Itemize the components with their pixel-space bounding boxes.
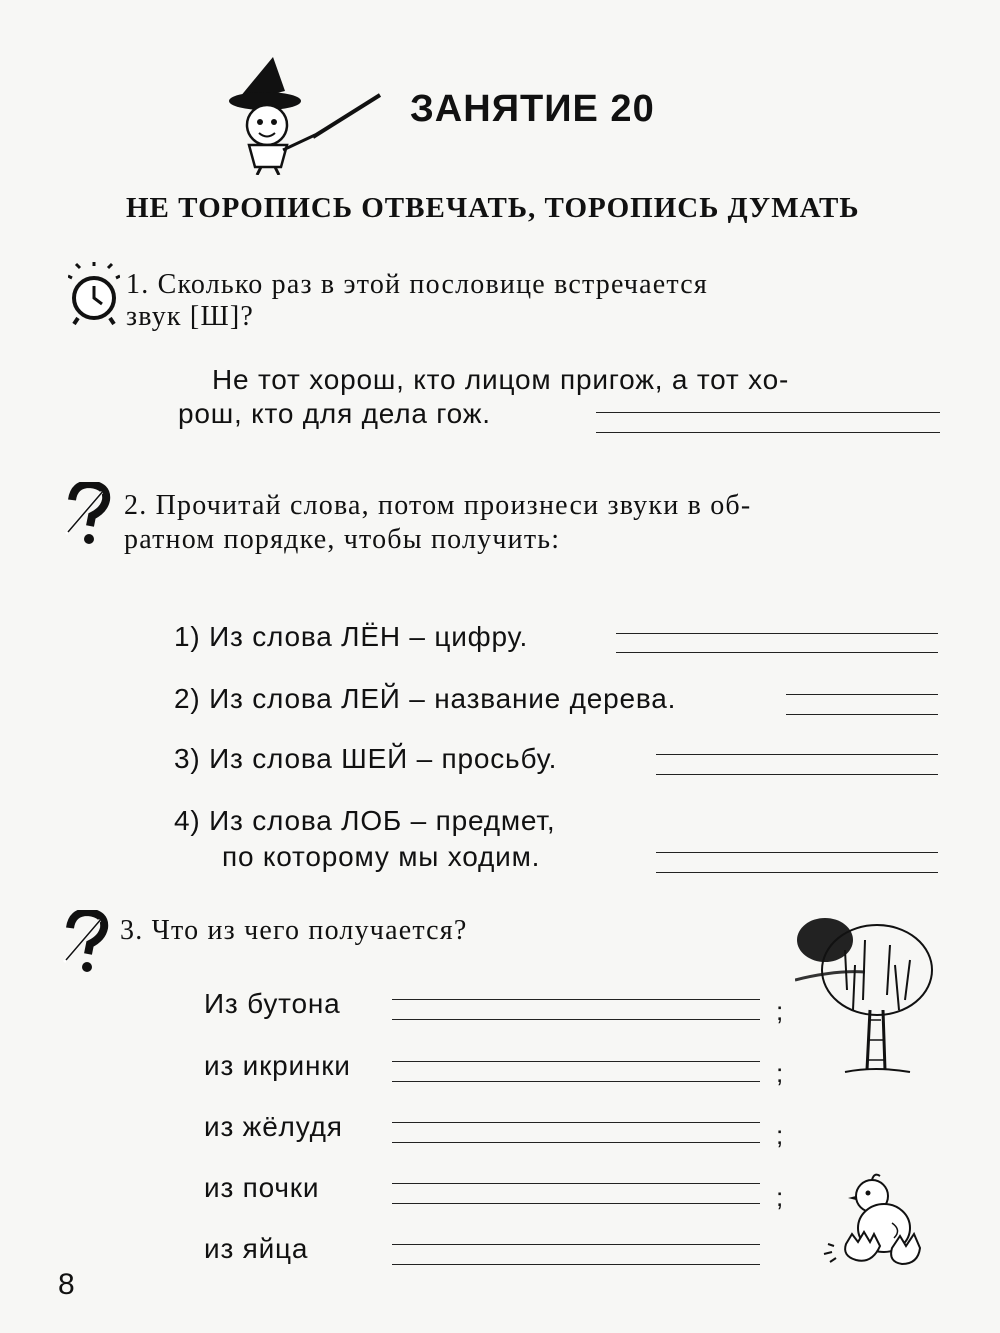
- task2-item-1: 1) Из слова ЛЁН – цифру.: [174, 621, 529, 652]
- separator: ;: [776, 1120, 784, 1150]
- task2-item-3: 3) Из слова ШЕЙ – просьбу.: [174, 743, 558, 774]
- task2-item-4-line2: по которому мы ходим.: [222, 841, 541, 872]
- answer-line: [656, 852, 938, 853]
- task1-answer-line-2: [596, 432, 940, 433]
- answer-line: [786, 714, 938, 715]
- task3-item-5: из яйца: [204, 1233, 309, 1264]
- answer-line: [392, 999, 760, 1000]
- tree-illustration: [795, 910, 945, 1080]
- task1-question-line2: звук [Ш]?: [126, 301, 255, 332]
- answer-line: [656, 872, 938, 873]
- hatching-chick-illustration: [822, 1168, 942, 1268]
- page-number: 8: [58, 1268, 75, 1301]
- task2-question-line2: ратном порядке, чтобы получить:: [124, 524, 561, 555]
- task1-number: 1.: [126, 269, 150, 300]
- question-pencil-icon: [60, 910, 112, 974]
- answer-line: [786, 694, 938, 695]
- task2-number: 2.: [124, 490, 148, 521]
- answer-line: [656, 754, 938, 755]
- separator: ;: [776, 1058, 784, 1088]
- answer-line: [392, 1142, 760, 1143]
- answer-line: [392, 1264, 760, 1265]
- task2-item-2: 2) Из слова ЛЕЙ – название дерева.: [174, 683, 677, 714]
- question-pencil-icon: [62, 482, 114, 546]
- lesson-title: ЗАНЯТИЕ 20: [410, 88, 655, 130]
- task2-question-line1: Прочитай слова, потом произнеси звуки в об-: [155, 490, 752, 521]
- task1-proverb-line2: рош, кто для дела гож.: [178, 398, 491, 429]
- lesson-subtitle: НЕ ТОРОПИСЬ ОТВЕЧАТЬ, ТОРОПИСЬ ДУМАТЬ: [126, 192, 860, 224]
- task3-item-1: Из бутона: [204, 988, 341, 1019]
- answer-line: [392, 1061, 760, 1062]
- wizard-pointer-icon: [225, 55, 385, 175]
- separator: ;: [776, 996, 784, 1026]
- answer-line: [616, 633, 938, 634]
- answer-line: [392, 1122, 760, 1123]
- answer-line: [392, 1019, 760, 1020]
- task3-item-2: из икринки: [204, 1050, 351, 1081]
- task1-question-line1: Сколько раз в этой пословице встречается: [157, 269, 708, 300]
- task2-item-4: 4) Из слова ЛОБ – предмет,: [174, 805, 556, 836]
- task1-answer-line: [596, 412, 940, 413]
- answer-line: [392, 1203, 760, 1204]
- answer-line: [392, 1244, 760, 1245]
- alarm-clock-icon: [68, 262, 120, 326]
- task3-question: Что из чего получается?: [151, 915, 468, 946]
- answer-line: [392, 1081, 760, 1082]
- answer-line: [656, 774, 938, 775]
- task3-item-4: из почки: [204, 1172, 320, 1203]
- answer-line: [392, 1183, 760, 1184]
- separator: ;: [776, 1182, 784, 1212]
- task3-item-3: из жёлудя: [204, 1111, 343, 1142]
- answer-line: [616, 652, 938, 653]
- task1-proverb-line1: Не тот хорош, кто лицом пригож, а тот хо-: [212, 364, 790, 395]
- task3-number: 3.: [120, 915, 144, 946]
